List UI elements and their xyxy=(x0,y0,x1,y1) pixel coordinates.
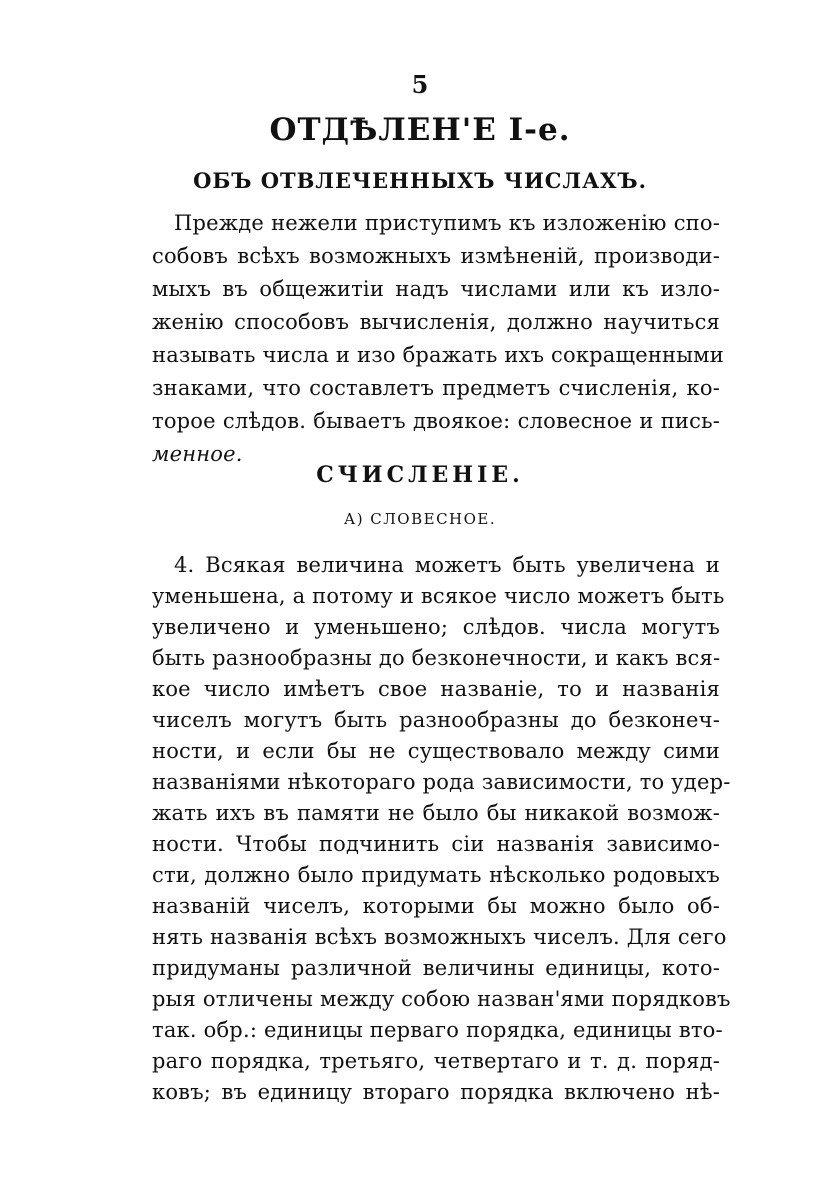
paragraph-line: ковъ; въ единицу втораго порядка включено нѣ- xyxy=(152,1080,720,1104)
verbal-counting-heading: А) СЛОВЕСНОЕ. xyxy=(343,510,497,528)
paragraph-line: женiю способовъ вычисленiя, должно научиться xyxy=(152,310,720,334)
section-subtitle: ОБЪ ОТВЛЕЧЕННЫХЪ ЧИСЛАХЪ. xyxy=(193,168,647,193)
paragraph-line: раго порядка, третьяго, четвертаго и т. д. поряд- xyxy=(152,1049,720,1073)
paragraph-line: сти, должно было придумать нѣсколько родовыхъ xyxy=(152,863,720,887)
paragraph-line: ности. Чтобы подчинить сiи названiя зависимо- xyxy=(152,832,720,856)
paragraph-line: жать ихъ въ памяти не было бы никакой возмож- xyxy=(152,801,720,825)
paragraph-line: кое число имѣетъ свое названiе, то и названiя xyxy=(152,677,720,701)
paragraph-line: названiй чиселъ, которыми бы можно было об- xyxy=(152,894,720,918)
paragraph-line: рыя отличены между собою назван'ями порядковъ xyxy=(152,987,731,1011)
paragraph-line: знаками, что составлетъ предметъ счисленiя, ко- xyxy=(152,376,720,400)
page-number: 5 xyxy=(411,70,429,99)
section-title: ОТДѢЛЕН'Е I-е. xyxy=(269,112,571,148)
paragraph-line: нять названiя всѣхъ возможныхъ чиселъ. Для сего xyxy=(152,925,727,949)
paragraph-line: уменьшена, а потому и всякое число можетъ быть xyxy=(152,584,725,608)
paragraph-line: менное. xyxy=(152,442,243,466)
paragraph-line: мыхъ въ общежитiи надъ числами или къ изло- xyxy=(152,277,720,301)
counting-heading: СЧИСЛЕНIЕ. xyxy=(316,462,524,488)
body-paragraph xyxy=(152,550,731,1108)
paragraph-line: чиселъ могутъ быть разнообразны до безконеч- xyxy=(152,708,720,732)
paragraph-line: ности, и если бы не существовало между сими xyxy=(152,739,720,763)
paragraph-line: торое слѣдов. бываетъ двоякое: словесное и пись- xyxy=(152,409,720,433)
paragraph-line: 4. Всякая величина можетъ быть увеличена и xyxy=(174,553,720,577)
paragraph-line: названiями нѣкотораго рода зависимости, то удер- xyxy=(152,770,731,794)
paragraph-line: быть разнообразны до безконечности, и какъ вся- xyxy=(152,646,721,670)
paragraph-line: Прежде нежели приступимъ къ изложенiю спо- xyxy=(174,211,720,235)
paragraph-line: называть числа и изо бражать ихъ сокращенными xyxy=(152,343,724,367)
paragraph-line: собовъ всѣхъ возможныхъ измѣненiй, производи- xyxy=(152,244,720,268)
paragraph-line: придуманы различной величины единицы, кото- xyxy=(152,956,720,980)
paragraph-line: так. обр.: единицы перваго порядка, единицы вто- xyxy=(152,1018,723,1042)
intro-paragraph xyxy=(152,207,724,471)
paragraph-line: увеличено и уменьшено; слѣдов. числа могутъ xyxy=(152,615,720,639)
